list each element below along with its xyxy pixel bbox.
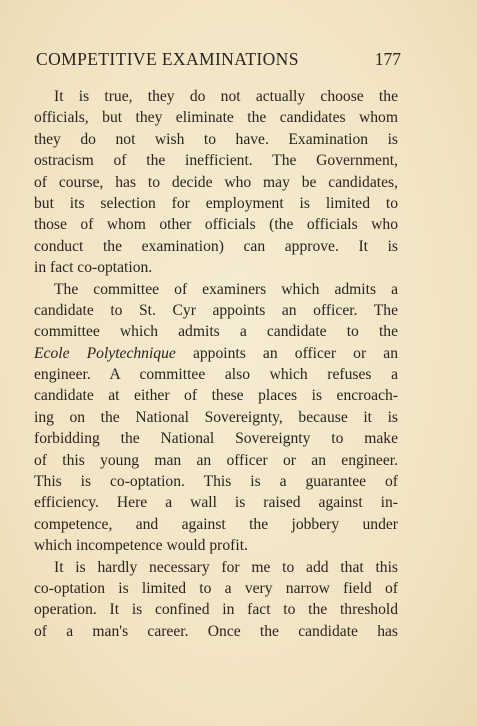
text-line: in fact co-optation. bbox=[34, 259, 153, 277]
text-line: It is hardly necessary for me to add that this bbox=[54, 558, 398, 576]
text-line: forbidding the National Sovereignty to make bbox=[34, 430, 398, 448]
page-number: 177 bbox=[374, 49, 401, 69]
text-line: operation. It is confined in fact to the threshold bbox=[34, 601, 398, 619]
text-line: Ecole Polytechnique appoints an officer or an bbox=[34, 344, 399, 362]
running-head bbox=[36, 49, 401, 71]
text-line: those of whom other officials (the officials who bbox=[34, 216, 398, 234]
text-line: candidate to St. Cyr appoints an officer. The bbox=[34, 301, 398, 319]
text-line: ostracism of the inefficient. The Government, bbox=[34, 152, 398, 170]
text-line: conduct the examination) can approve. It is bbox=[34, 237, 398, 255]
paragraph-2 bbox=[34, 279, 398, 557]
text-line: co-optation is limited to a very narrow field of bbox=[34, 579, 398, 597]
text-line: officials, but they eliminate the candidates whom bbox=[34, 109, 398, 127]
text-line: committee which admits a candidate to the bbox=[34, 323, 398, 341]
paragraph-3 bbox=[34, 557, 398, 643]
italic-phrase: Ecole Polytechnique bbox=[34, 344, 176, 362]
text-line: ing on the National Sovereignty, because it is bbox=[34, 408, 398, 426]
running-title: COMPETITIVE EXAMINATIONS bbox=[36, 49, 299, 69]
text-line: efficiency. Here a wall is raised against in- bbox=[34, 494, 398, 512]
text-line: competence, and against the jobbery under bbox=[34, 515, 398, 533]
text-line: candidate at either of these places is encroach- bbox=[34, 387, 398, 405]
text-line: of a man's career. Once the candidate has bbox=[34, 622, 398, 640]
text-line: they do not wish to have. Examination is bbox=[34, 130, 398, 148]
text-line: but its selection for employment is limited to bbox=[34, 194, 398, 212]
text-line: engineer. A committee also which refuses a bbox=[34, 366, 398, 384]
text-line: of this young man an officer or an engineer. bbox=[34, 451, 398, 469]
text-line: which incompetence would profit. bbox=[34, 537, 248, 555]
text-line: This is co-optation. This is a guarantee of bbox=[34, 473, 398, 491]
text-line: The committee of examiners which admits a bbox=[54, 280, 398, 298]
text-line: of course, has to decide who may be candidates, bbox=[34, 173, 398, 191]
paragraph-1 bbox=[34, 86, 398, 279]
text-line: It is true, they do not actually choose the bbox=[54, 88, 398, 105]
body-text bbox=[34, 86, 398, 642]
